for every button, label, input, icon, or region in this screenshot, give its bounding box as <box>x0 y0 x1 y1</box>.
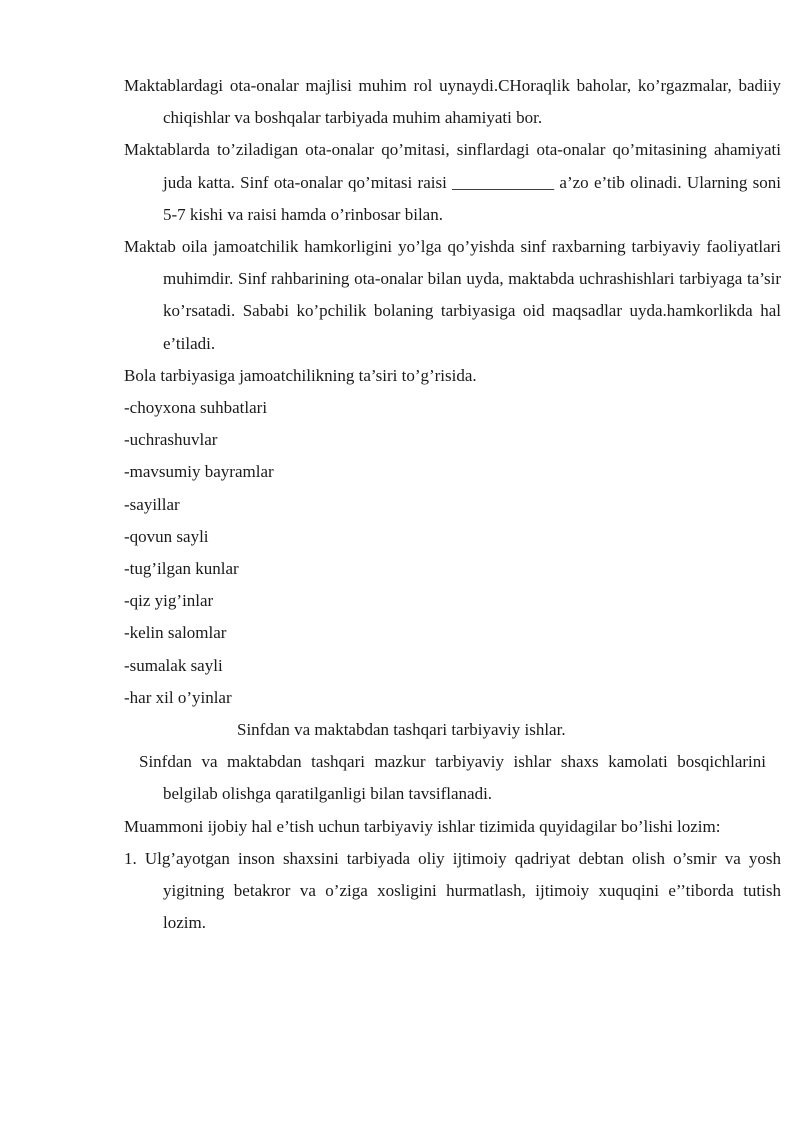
paragraph-community-influence: Bola tarbiyasiga jamoatchilikning ta’siri to’g’risida. <box>124 365 477 385</box>
list-item: -sumalak sayli <box>124 655 223 675</box>
paragraph-extracurricular: Sinfdan va maktabdan tashqari mazkur tarbiyaviy ishlar shaxs kamolati bosqichlarini belgilab olishga qaratilganligi bilan tavsiflanadi. <box>139 752 766 804</box>
section-heading: Sinfdan va maktabdan tashqari tarbiyaviy ishlar. <box>237 720 566 740</box>
list-item: -mavsumiy bayramlar <box>124 462 274 482</box>
paragraph-problem-solution: Muammoni ijobiy hal e’tish uchun tarbiyaviy ishlar tizimida quyidagilar bo’lishi lozim: <box>124 816 721 836</box>
list-item: -choyxona suhbatlari <box>124 398 268 418</box>
list-item: -har xil o’yinlar <box>124 687 232 707</box>
list-item: -qiz yig’inlar <box>124 591 214 611</box>
list-item: -kelin salomlar <box>124 623 227 643</box>
list-item: -tug’ilgan kunlar <box>124 559 239 579</box>
document-page <box>0 70 800 939</box>
list-item: -qovun sayli <box>124 526 209 546</box>
paragraph-class-teacher: Maktab oila jamoatchilik hamkorligini yo’lga qo’yishda sinf raxbarning tarbiyaviy faoliyatlari muhimdir. Sinf rahbarining ota-onalar bilan uyda, maktabda uchrashishlari tarbiyaga ta’sir ko’rsatadi. Sababi ko’pchilik bolaning tarbiyasiga oid maqsadlar uyda.hamkorlikda hal e’tiladi. <box>124 237 781 353</box>
list-item: -uchrashuvlar <box>124 430 218 450</box>
list-item: -sayillar <box>124 494 180 514</box>
paragraph-numbered-point-1: 1. Ulg’ayotgan inson shaxsini tarbiyada oliy ijtimoiy qadriyat debtan olish o’smir va yosh yigitning betakror va o’ziga xosligini hurmatlash, ijtimoiy xuquqini e’’tiborda tutish lozim. <box>124 848 781 933</box>
events-list <box>0 392 800 714</box>
paragraph-parent-committee: Maktablarda to’ziladigan ota-onalar qo’mitasi, sinflardagi ota-onalar qo’mitasining ahamiyati juda katta. Sinf ota-onalar qo’mitasi raisi ____________ a’zo e’tib olinadi. Ularning soni 5-7 kishi va raisi hamda o’rinbosar bilan. <box>124 140 781 224</box>
paragraph-parent-meetings: Maktablardagi ota-onalar majlisi muhim rol uynaydi.CHoraqlik baholar, ko’rgazmalar, badiiy chiqishlar va boshqalar tarbiyada muhim ahamiyati bor. <box>124 76 781 128</box>
